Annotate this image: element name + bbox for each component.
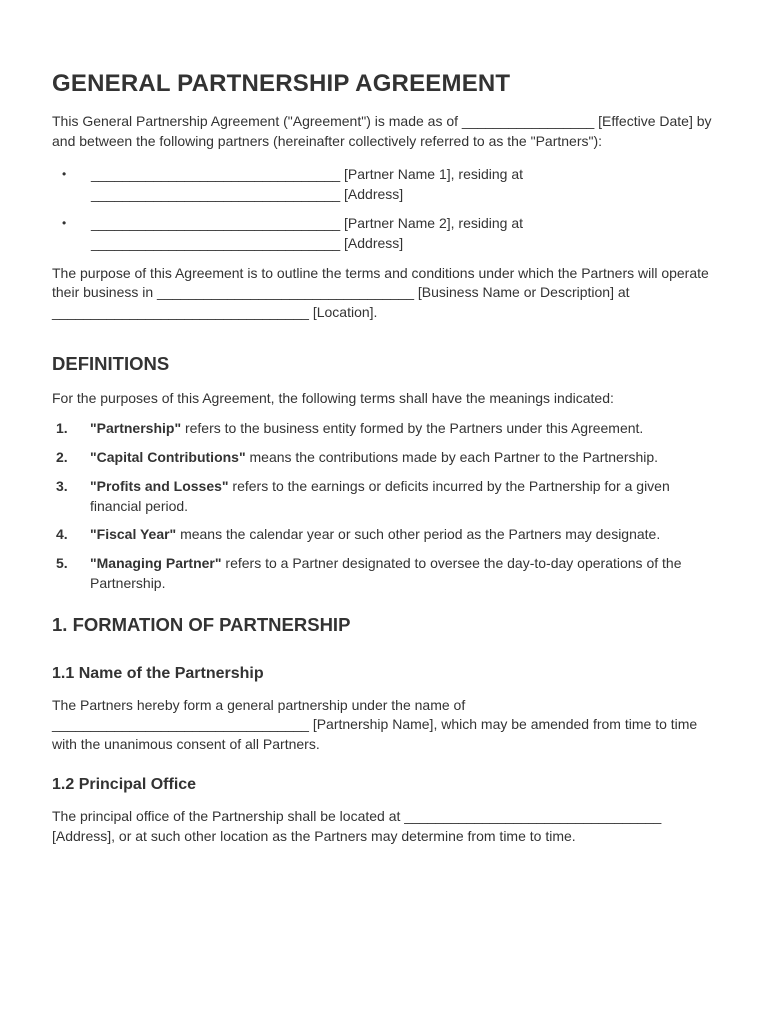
definition-number: 3. <box>56 477 68 494</box>
definition-item <box>52 419 724 439</box>
partner-item <box>52 165 724 204</box>
partner-name-line: ________________________________ [Partner Name 2], residing at <box>91 215 524 232</box>
partners-list <box>52 165 724 253</box>
intro-paragraph: This General Partnership Agreement ("Agreement") is made as of _________________ [Effective Date] by and between the following partners (hereinafter collectively referred to as the "Partners"): <box>52 113 712 149</box>
definitions-intro: For the purposes of this Agreement, the following terms shall have the meanings indicated: <box>52 390 614 407</box>
definition-text: means the contributions made by each Partner to the Partnership. <box>245 448 659 465</box>
definition-term: "Managing Partner" <box>90 555 222 572</box>
document-title: GENERAL PARTNERSHIP AGREEMENT <box>52 70 511 97</box>
definition-text: refers to a Partner designated to oversee the day-to-day operations of the Partnership. <box>90 555 682 592</box>
definitions-list <box>52 419 724 594</box>
definition-number: 4. <box>56 526 68 543</box>
definition-number: 2. <box>56 448 68 465</box>
section-1-1-text: The Partners hereby form a general partnership under the name of _________________________________ [Partnership Name], which may be amended from time to time with the unanimous consent of all Partners. <box>52 696 698 752</box>
section-1-2-text: The principal office of the Partnership shall be located at _________________________________ [Address], or at such other location as the Partners may determine from time to time. <box>52 808 662 845</box>
definition-item <box>52 525 724 545</box>
definition-term: "Capital Contributions" <box>90 448 246 465</box>
partner-address-line: ________________________________ [Address] <box>91 234 404 251</box>
partner-address-line: ________________________________ [Address] <box>91 185 404 202</box>
section-1-1-heading: 1.1 Name of the Partnership <box>52 664 264 682</box>
definition-text: refers to the earnings or deficits incurred by the Partnership for a given financial period. <box>90 477 670 514</box>
definition-text: refers to the business entity formed by the Partners under this Agreement. <box>181 419 644 436</box>
document-page <box>52 70 724 847</box>
definition-item <box>52 477 724 516</box>
definition-text: means the calendar year or such other period as the Partners may designate. <box>176 526 661 543</box>
partner-item <box>52 214 724 253</box>
formation-heading: 1. FORMATION OF PARTNERSHIP <box>52 613 351 635</box>
definition-term: "Profits and Losses" <box>90 477 229 494</box>
definition-number: 5. <box>56 555 68 572</box>
section-1-2-heading: 1.2 Principal Office <box>52 776 197 794</box>
definition-term: "Fiscal Year" <box>90 526 177 543</box>
bullet-icon: • <box>62 167 67 182</box>
definitions-heading: DEFINITIONS <box>52 353 170 375</box>
bullet-icon: • <box>62 216 67 231</box>
definition-item <box>52 554 724 593</box>
definition-item <box>52 448 724 468</box>
definition-term: "Partnership" <box>90 419 182 436</box>
definition-number: 1. <box>56 419 68 436</box>
partner-name-line: ________________________________ [Partner Name 1], residing at <box>91 166 524 183</box>
purpose-paragraph: The purpose of this Agreement is to outline the terms and conditions under which the Partners will operate their business in _________________________________ [Business Name or Description] at _________________________________ [Location]. <box>52 264 709 320</box>
